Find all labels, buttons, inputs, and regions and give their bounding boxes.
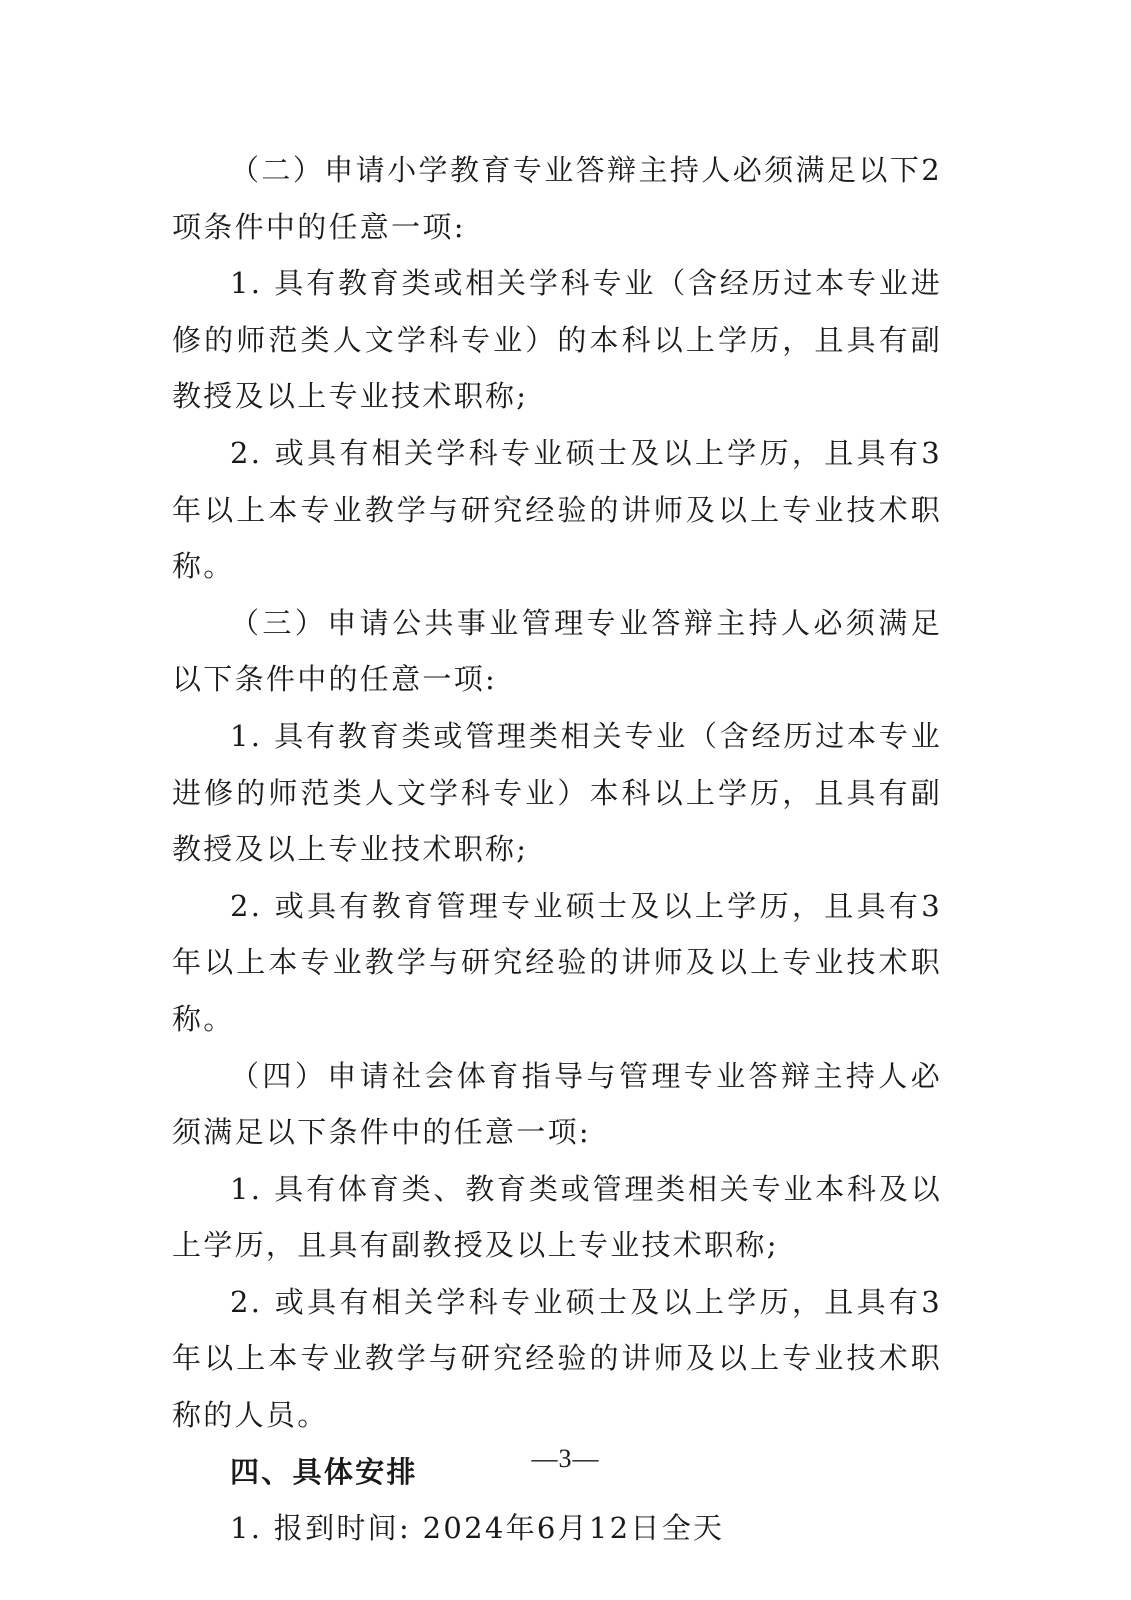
paragraph-public-affairs-requirements: （三）申请公共事业管理专业答辩主持人必须满足以下条件中的任意一项: <box>172 605 942 697</box>
paragraph-public-affairs-condition-2: 2. 或具有教育管理专业硕士及以上学历，且具有3年以上本专业教学与研究经验的讲师及以上专业技术职称。 <box>172 888 942 1036</box>
paragraph-public-affairs-condition-1: 1. 具有教育类或管理类相关专业（含经历过本专业进修的师范类人文学科专业）本科以上学历，且具有副教授及以上专业技术职称; <box>172 718 942 867</box>
paragraph-primary-education-condition-1: 1. 具有教育类或相关学科专业（含经历过本专业进修的师范类人文学科专业）的本科以上学历，且具有副教授及以上专业技术职称; <box>172 266 942 414</box>
paragraph-sports-management-condition-2: 2. 或具有相关学科专业硕士及以上学历，且具有3年以上本专业教学与研究经验的讲师及以上专业技术职称的人员。 <box>172 1284 942 1433</box>
paragraph-primary-education-condition-2: 2. 或具有相关学科专业硕士及以上学历，且具有3年以上本专业教学与研究经验的讲师及以上专业技术职称。 <box>172 435 942 584</box>
page-number: —3— <box>531 1444 600 1473</box>
section-heading-arrangements: 四、具体安排 <box>230 1454 418 1489</box>
paragraph-sports-management-condition-1: 1. 具有体育类、教育类或管理类相关专业本科及以上学历，且具有副教授及以上专业技术职称; <box>172 1171 942 1263</box>
arrangement-registration-time: 1. 报到时间: 2024年6月12日全天 <box>230 1511 725 1546</box>
paragraph-primary-education-requirements: （二）申请小学教育专业答辩主持人必须满足以下2项条件中的任意一项: <box>172 153 942 244</box>
document-body <box>172 142 942 1557</box>
paragraph-sports-management-requirements: （四）申请社会体育指导与管理专业答辩主持人必须满足以下条件中的任意一项: <box>172 1058 942 1150</box>
